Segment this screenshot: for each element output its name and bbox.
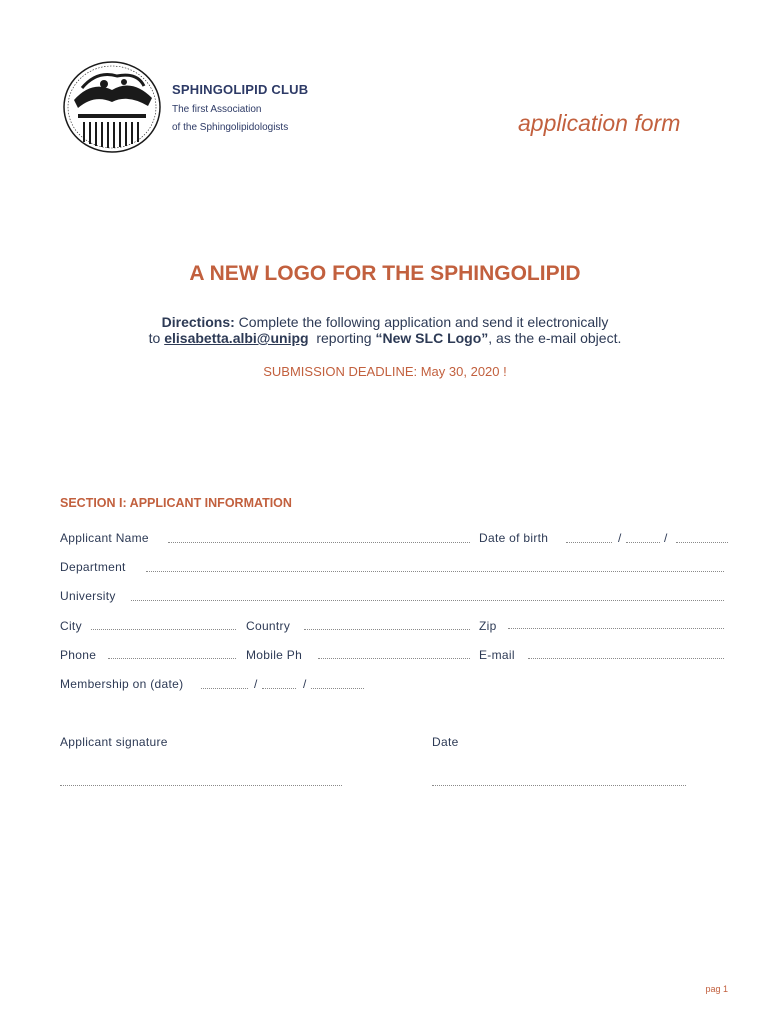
- phone-label: Phone: [60, 648, 97, 662]
- directions-suffix: , as the e-mail object.: [488, 330, 622, 346]
- email-subject: “New SLC Logo”: [375, 330, 489, 346]
- submission-deadline: SUBMISSION DEADLINE: May 30, 2020 !: [263, 364, 507, 379]
- email-label: E-mail: [479, 648, 515, 662]
- department-label: Department: [60, 560, 126, 574]
- dob-separator-2: /: [664, 531, 668, 545]
- club-name: SPHINGOLIPID CLUB: [172, 82, 309, 97]
- dob-month-field[interactable]: [626, 542, 660, 543]
- dob-day-field[interactable]: [566, 542, 612, 543]
- country-field[interactable]: [304, 629, 470, 630]
- directions-mid: reporting: [308, 330, 376, 346]
- signature-date-label: Date: [432, 735, 459, 749]
- membership-label: Membership on (date): [60, 677, 184, 691]
- mobile-field[interactable]: [318, 658, 470, 659]
- membership-day-field[interactable]: [201, 688, 248, 689]
- dob-year-field[interactable]: [676, 542, 728, 543]
- contact-email-link[interactable]: elisabetta.albi@unipg: [164, 330, 309, 346]
- directions-label: Directions:: [161, 314, 235, 330]
- page-title: A NEW LOGO FOR THE SPHINGOLIPID: [189, 262, 581, 285]
- department-field[interactable]: [146, 571, 724, 572]
- signature-label: Applicant signature: [60, 735, 168, 749]
- zip-field[interactable]: [508, 628, 724, 629]
- dob-separator-1: /: [618, 531, 622, 545]
- club-logo-seal: [62, 60, 162, 154]
- directions-line-1: [0, 314, 770, 330]
- applicant-name-label: Applicant Name: [60, 531, 149, 545]
- applicant-name-field[interactable]: [168, 542, 470, 543]
- city-label: City: [60, 619, 82, 633]
- signature-date-field[interactable]: [432, 785, 686, 786]
- date-of-birth-label: Date of birth: [479, 531, 549, 545]
- signature-field[interactable]: [60, 785, 342, 786]
- phone-field[interactable]: [108, 658, 236, 659]
- section-title: SECTION I: APPLICANT INFORMATION: [60, 496, 292, 510]
- page-number: pag 1: [705, 984, 728, 994]
- club-tagline-2: of the Sphingolipidologists: [172, 122, 289, 133]
- membership-month-field[interactable]: [262, 688, 296, 689]
- directions-prefix: to: [148, 330, 165, 346]
- country-label: Country: [246, 619, 291, 633]
- directions-text-1: Complete the following application and send it electronically: [234, 314, 609, 330]
- membership-separator-1: /: [254, 677, 258, 691]
- club-tagline-1: The first Association: [172, 104, 262, 115]
- city-field[interactable]: [91, 629, 236, 630]
- membership-year-field[interactable]: [311, 688, 364, 689]
- form-type-label: application form: [518, 110, 681, 136]
- directions-line-2: [0, 330, 770, 346]
- zip-label: Zip: [479, 619, 497, 633]
- mobile-label: Mobile Ph: [246, 648, 303, 662]
- email-field[interactable]: [528, 658, 724, 659]
- membership-separator-2: /: [303, 677, 307, 691]
- university-label: University: [60, 589, 116, 603]
- university-field[interactable]: [131, 600, 724, 601]
